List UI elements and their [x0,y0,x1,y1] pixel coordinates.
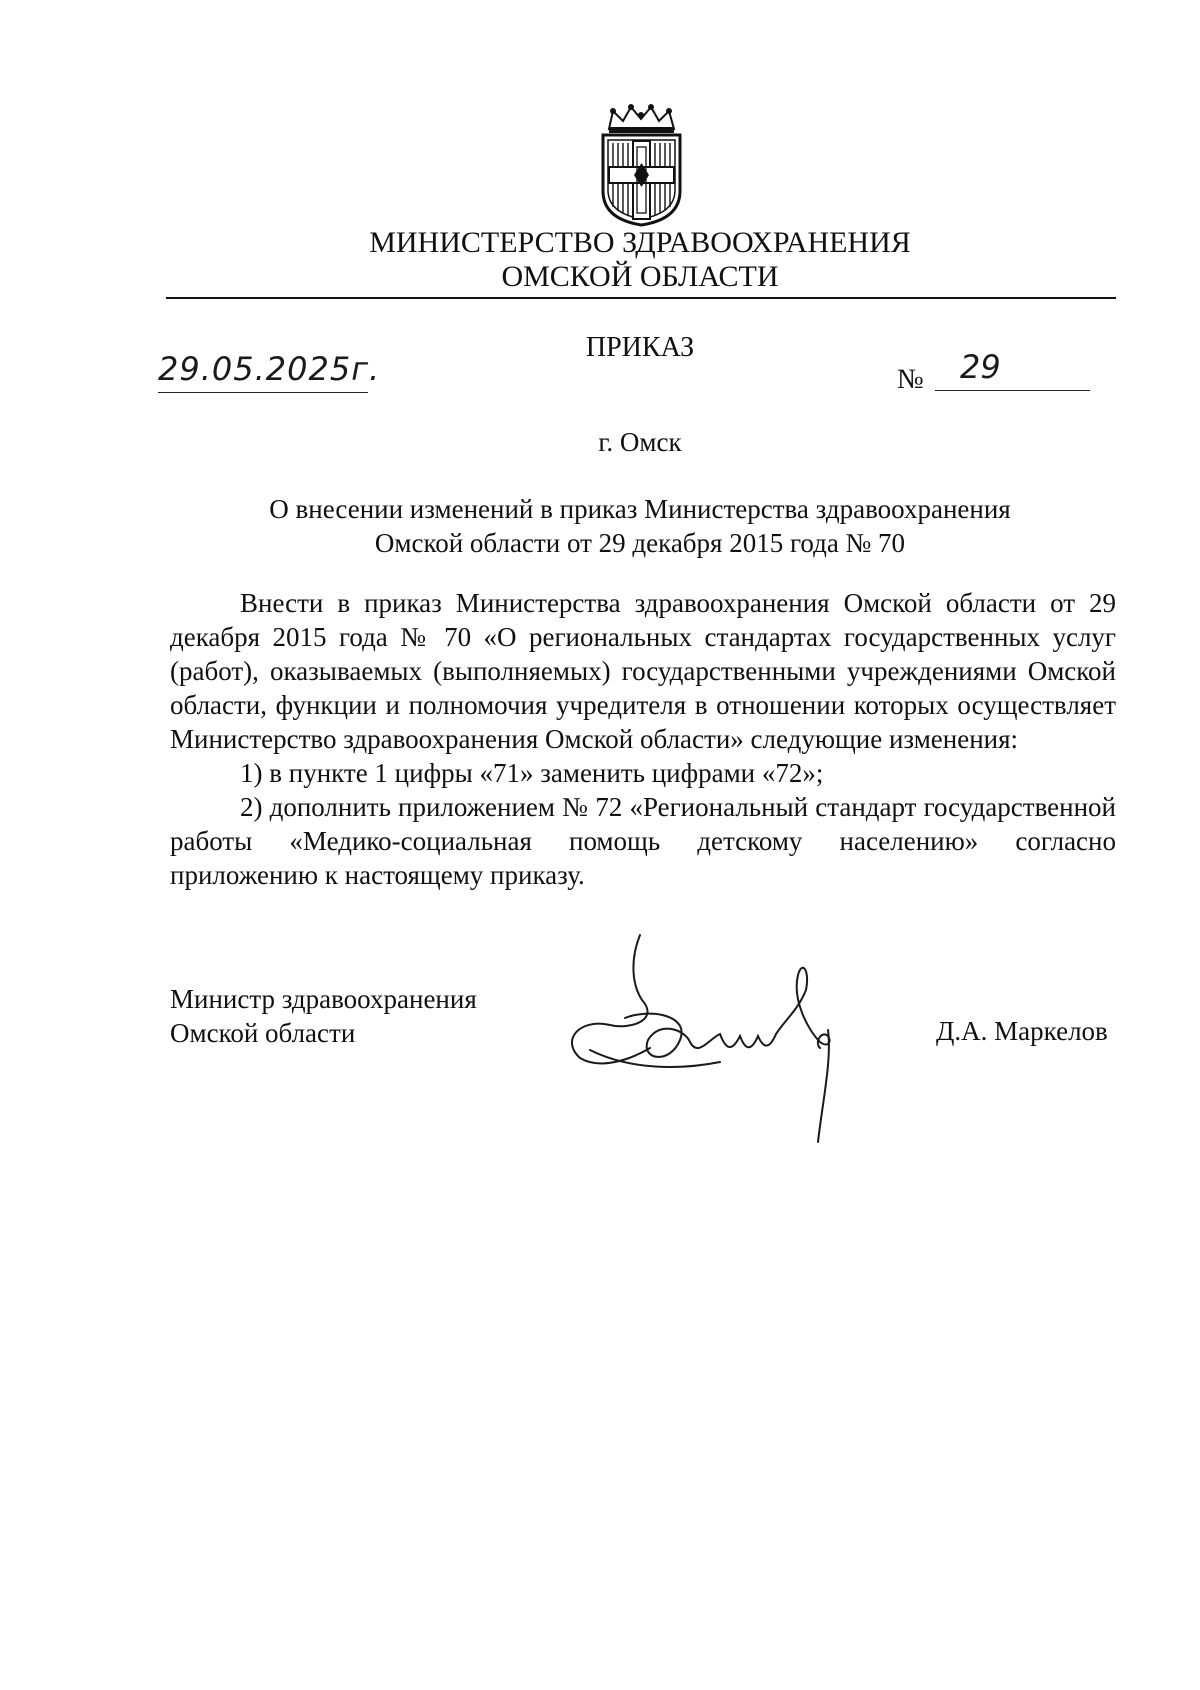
position-line-2: Омской области [170,1018,356,1048]
position-line-1: Министр здравоохранения [170,984,477,1014]
body-item-1: 1) в пункте 1 цифры «71» заменить цифрами «72»; [240,758,824,788]
subject-line-1: О внесении изменений в приказ Министерства здравоохранения [269,494,1011,524]
order-number-sign: № [897,364,924,395]
signatory-name: Д.А. Маркелов [936,1016,1108,1046]
body-item-2: 2) дополнить приложением № 72 «Региональный стандарт государственной работы «Медико-социальная помощь детскому населению» согласно приложению к настоящему приказу. [170,792,1116,890]
signatory-position [170,982,477,1050]
document-type: ПРИКАЗ [585,332,695,363]
ministry-name-line-2: ОМСКОЙ ОБЛАСТИ [501,260,779,293]
ministry-name-line-1: МИНИСТЕРСТВО ЗДРАВООХРАНЕНИЯ [369,226,911,259]
order-number: 29 [960,348,1001,386]
header-divider [166,297,1116,299]
city: г. Омск [598,427,682,457]
number-underline [935,390,1090,391]
date-underline [158,392,368,393]
subject-line-2: Омской области от 29 декабря 2015 года № 70 [374,528,906,558]
body-paragraph: Внести в приказ Министерства здравоохранения Омской области от 29 декабря 2015 года № 70 «О региональных стандартах государственных услуг (работ), оказываемых (выполняемых) государственными учреждениями Омской области, функции и полномочия учредителя в отношении которых осуществляет Министерство здравоохранения Омской области» следующие изменения: [170,588,1116,754]
order-body [170,586,1116,892]
handwritten-signature [570,930,910,1145]
order-date: 29.05.2025г. [158,350,381,388]
order-subject [160,492,1120,560]
omsk-coat-of-arms-icon [595,103,688,227]
